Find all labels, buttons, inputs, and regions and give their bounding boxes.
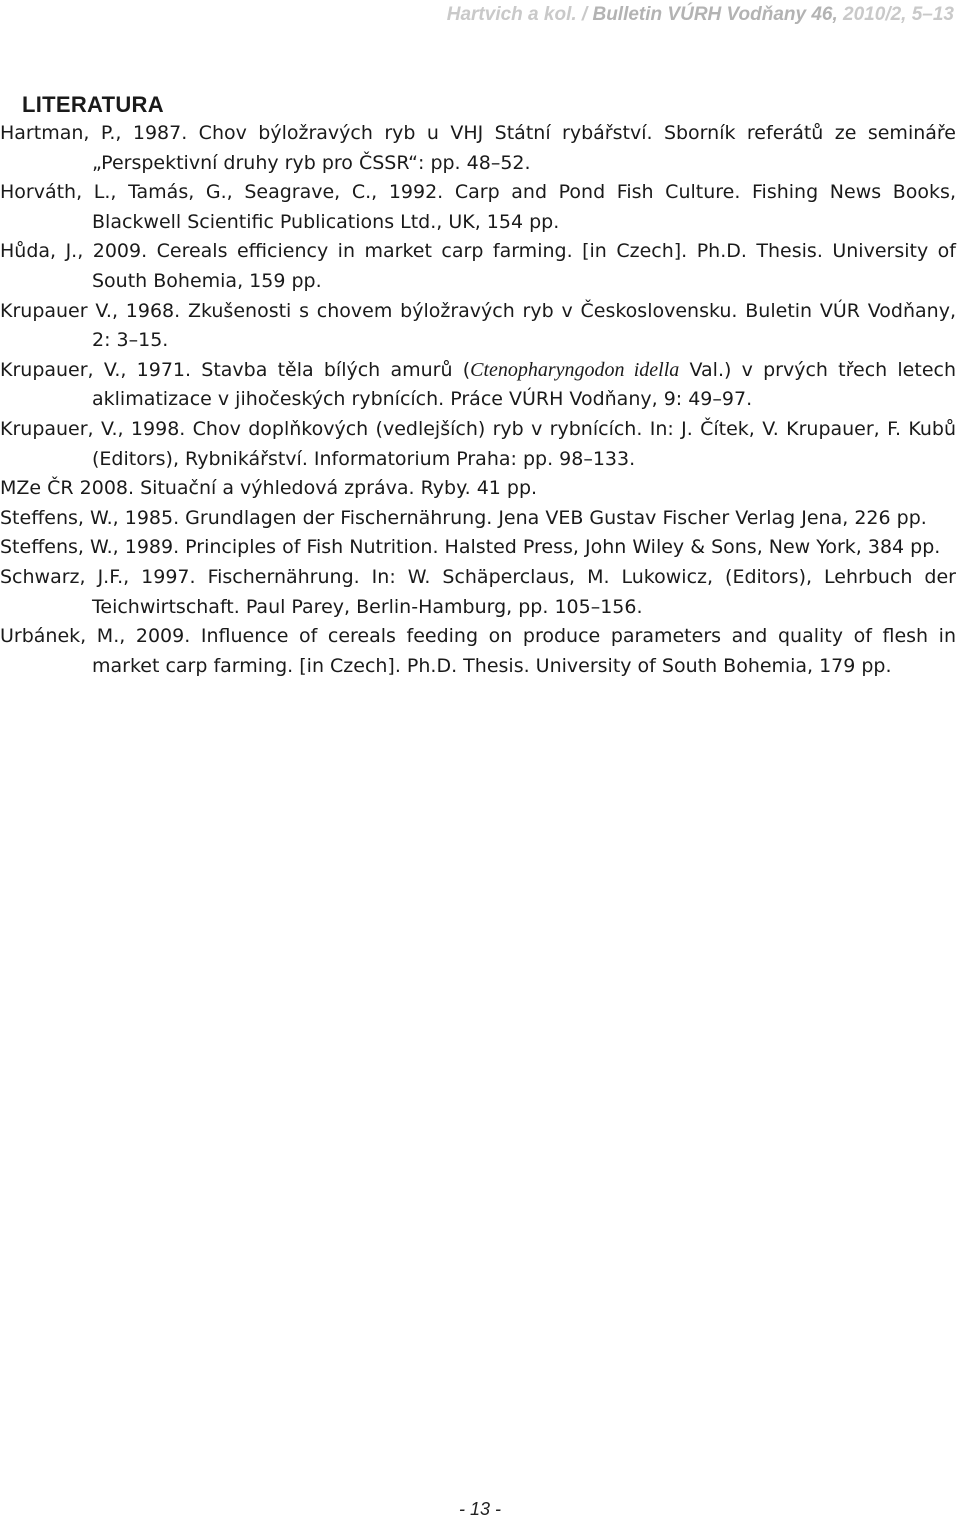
reference-item: MZe ČR 2008. Situační a výhledová zpráva. Ryby. 41 pp. bbox=[0, 477, 538, 500]
reference-item: Hartman, P., 1987. Chov býložravých ryb u VHJ Státní rybářství. Sborník referátů ze semináře „Perspektivní druhy ryb pro ČSSR“: pp. 48–52. bbox=[0, 122, 956, 174]
header-issue: 2010/2, 5–13 bbox=[843, 4, 954, 25]
reference-item: Krupauer, V., 1998. Chov doplňkových (vedlejších) ryb v rybnících. In: J. Čítek, V. Krupauer, F. Kubů (Editors), Rybnikářství. Informatorium Praha: pp. 98–133. bbox=[0, 417, 956, 470]
header-authors: Hartvich a kol. / bbox=[446, 4, 588, 25]
running-header bbox=[447, 4, 954, 26]
reference-list bbox=[0, 119, 956, 681]
reference-item: Hůda, J., 2009. Cereals efficiency in market carp farming. [in Czech]. Ph.D. Thesis. University of South Bohemia, 159 pp. bbox=[0, 240, 956, 292]
reference-item: Schwarz, J.F., 1997. Fischernährung. In: W. Schäperclaus, M. Lukowicz, (Editors), Lehrbuch der Teichwirtschaft. Paul Parey, Berlin-Hamburg, pp. 105–156. bbox=[0, 565, 956, 618]
species-name: Ctenopharyngodon idella bbox=[470, 358, 680, 381]
reference-item: Krupauer V., 1968. Zkušenosti s chovem býložravých ryb v Československu. Buletin VÚR Vodňany, 2: 3–15. bbox=[0, 299, 956, 352]
reference-text: Val.) v prvých třech letech aklimatizace v jihočeských rybnících. Práce VÚRH Vodňany, 9: 49–97. bbox=[92, 358, 956, 411]
reference-text: Krupauer, V., 1971. Stavba těla bílých amurů ( bbox=[0, 358, 471, 381]
section-title: LITERATURA bbox=[22, 92, 164, 117]
reference-item bbox=[0, 356, 956, 415]
reference-item: Steffens, W., 1989. Principles of Fish Nutrition. Halsted Press, John Wiley & Sons, New York, 384 pp. bbox=[0, 536, 941, 559]
header-journal: Bulletin VÚRH Vodňany 46, bbox=[592, 4, 838, 25]
reference-item: Steffens, W., 1985. Grundlagen der Fischernährung. Jena VEB Gustav Fischer Verlag Jena, 226 pp. bbox=[0, 506, 927, 529]
reference-item: Horváth, L., Tamás, G., Seagrave, C., 1992. Carp and Pond Fish Culture. Fishing News Books, Blackwell Scientific Publications Ltd., UK, 154 pp. bbox=[0, 181, 956, 233]
reference-item: Urbánek, M., 2009. Influence of cereals feeding on produce parameters and quality of flesh in market carp farming. [in Czech]. Ph.D. Thesis. University of South Bohemia, 179 pp. bbox=[0, 625, 956, 677]
page-number: - 13 - bbox=[458, 1499, 501, 1519]
